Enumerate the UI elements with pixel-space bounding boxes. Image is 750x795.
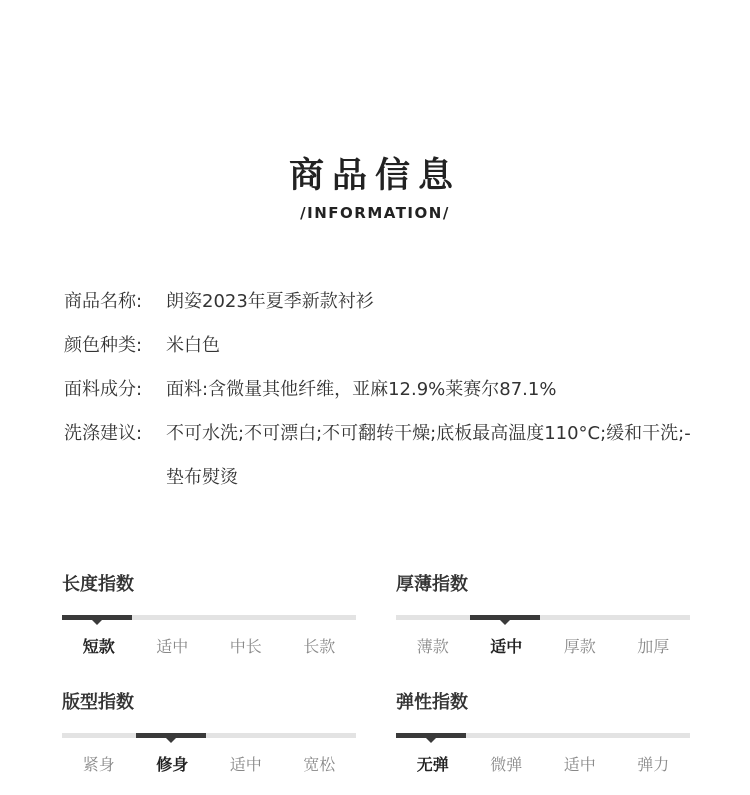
index-option: 长款 — [303, 637, 336, 656]
info-value: 面料:含微量其他纤维，亚麻12.9%莱赛尔87.1% — [166, 379, 557, 400]
index-option: 加厚 — [637, 637, 670, 656]
index-elasticity — [396, 688, 690, 774]
page-subtitle: /INFORMATION/ — [300, 204, 450, 222]
info-row-name — [64, 280, 704, 324]
index-options — [396, 752, 690, 775]
index-indicator — [470, 615, 540, 620]
index-indicator — [396, 733, 466, 738]
index-indicator — [62, 615, 132, 620]
index-track — [62, 615, 356, 620]
index-indicator — [136, 733, 206, 738]
index-option: 厚款 — [563, 637, 596, 656]
index-options — [396, 634, 690, 657]
index-option: 适中 — [229, 755, 262, 774]
index-option: 宽松 — [303, 755, 336, 774]
index-option: 中长 — [229, 637, 262, 656]
info-value: 米白色 — [166, 335, 220, 356]
index-option: 弹力 — [637, 755, 670, 774]
info-row-color — [64, 324, 704, 368]
index-option: 适中 — [156, 637, 189, 656]
index-option: 短款 — [82, 637, 115, 656]
page-title: 商品信息 — [288, 156, 461, 196]
index-track — [62, 733, 356, 738]
index-option: 无弹 — [416, 755, 449, 774]
index-options — [62, 634, 356, 657]
info-label: 颜色种类: — [64, 335, 143, 356]
index-option: 紧身 — [82, 755, 115, 774]
info-value: 不可水洗;不可漂白;不可翻转干燥;底板最高温度110°C;缓和干洗;- 垫布熨烫 — [166, 423, 691, 488]
index-track — [396, 615, 690, 620]
index-title: 弹性指数 — [396, 692, 468, 713]
index-title: 长度指数 — [62, 574, 134, 595]
index-track — [396, 733, 690, 738]
index-title: 厚薄指数 — [396, 574, 468, 595]
index-options — [62, 752, 356, 775]
product-info-list — [64, 280, 704, 500]
index-option: 薄款 — [416, 637, 449, 656]
index-title: 版型指数 — [62, 692, 134, 713]
info-row-care — [64, 412, 704, 500]
index-fit — [62, 688, 356, 774]
index-option: 微弹 — [490, 755, 523, 774]
index-option: 适中 — [490, 637, 523, 656]
info-label: 面料成分: — [64, 379, 143, 400]
index-thickness — [396, 570, 690, 656]
info-label: 洗涤建议: — [64, 423, 143, 444]
index-option: 修身 — [156, 755, 189, 774]
info-row-material — [64, 368, 704, 412]
index-option: 适中 — [563, 755, 596, 774]
info-value: 朗姿2023年夏季新款衬衫 — [166, 291, 374, 312]
info-label: 商品名称: — [64, 291, 143, 312]
index-length — [62, 570, 356, 656]
